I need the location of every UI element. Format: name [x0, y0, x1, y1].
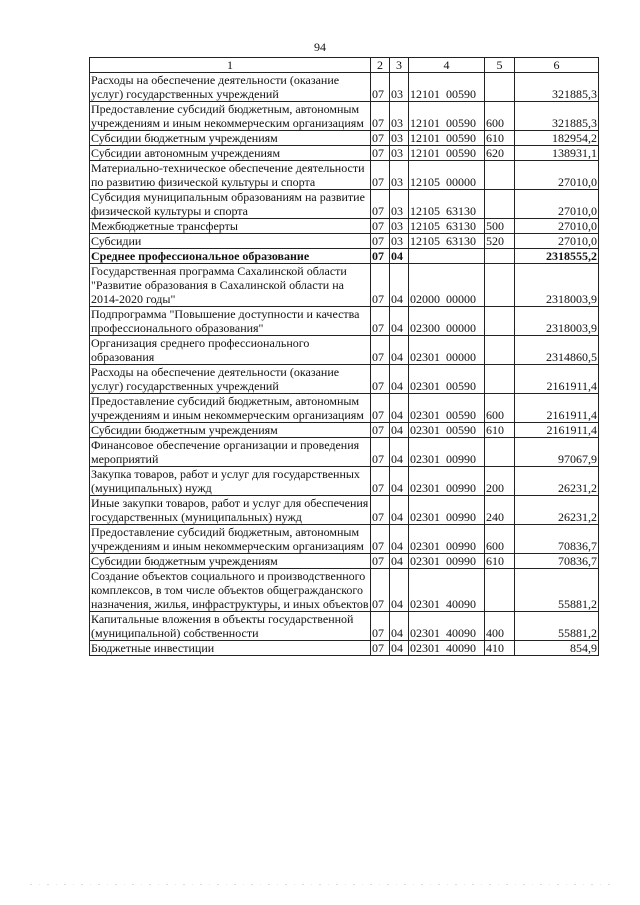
table-row [90, 336, 599, 365]
row-amount-cell: 2314860,5 [515, 336, 599, 365]
row-target-article-cell: 02301 00590 [409, 394, 485, 423]
row-section-cell: 07 [371, 336, 390, 365]
row-subsection-cell: 04 [390, 365, 409, 394]
table-row [90, 612, 599, 641]
row-target-article-cell: 12105 63130 [409, 190, 485, 219]
row-name-cell: Материально-техническое обеспечение деятельности по развитию физической культуры и спорта [90, 161, 371, 190]
row-name-cell: Создание объектов социального и производственного комплексов, в том числе объектов общегражданского назначения, жилья, инфраструктуры, и иных объектов [91, 569, 369, 611]
table-row [90, 641, 599, 656]
row-target-article-cell: 02301 00990 [409, 496, 485, 525]
row-expense-type-cell: 600 [485, 394, 515, 423]
row-section-cell: 07 [371, 525, 390, 554]
row-amount-cell: 182954,2 [515, 131, 599, 146]
row-target-article-cell: 02301 40090 [409, 569, 485, 612]
column-header-amount: 6 [515, 58, 599, 73]
table-row [90, 365, 599, 394]
row-section-cell: 07 [371, 249, 390, 264]
row-target-article-cell: 02301 00990 [409, 467, 485, 496]
table-row [90, 423, 599, 438]
row-target-article-cell: 02301 00990 [409, 554, 485, 569]
row-amount-cell: 27010,0 [515, 190, 599, 219]
table-row [90, 190, 599, 219]
row-name-cell: Субсидии бюджетным учреждениям [90, 131, 371, 146]
row-subsection-cell: 03 [390, 102, 409, 131]
row-subsection-cell: 03 [390, 234, 409, 249]
row-amount-cell: 55881,2 [515, 569, 599, 612]
row-subsection-cell: 04 [390, 641, 409, 656]
row-section-cell: 07 [371, 161, 390, 190]
table-row [90, 496, 599, 525]
row-subsection-cell: 04 [390, 394, 409, 423]
row-target-article-cell: 12105 00000 [409, 161, 485, 190]
row-target-article-cell [409, 249, 485, 264]
table-row [90, 307, 599, 336]
row-name-cell: Предоставление субсидий бюджетным, автономным учреждениям и иным некоммерческим организациям [90, 525, 371, 554]
row-name-cell: Предоставление субсидий бюджетным, автономным учреждениям и иным некоммерческим организациям [90, 394, 371, 423]
row-expense-type-cell: 610 [485, 423, 515, 438]
row-expense-type-cell: 600 [485, 102, 515, 131]
column-header-section: 2 [371, 58, 390, 73]
row-amount-cell: 27010,0 [515, 161, 599, 190]
row-name-cell: Субсидии [90, 234, 371, 249]
row-name-cell: Среднее профессиональное образование [90, 249, 371, 264]
column-header-target-article: 4 [409, 58, 485, 73]
row-target-article-cell: 02301 00590 [409, 365, 485, 394]
row-target-article-cell: 02301 40090 [409, 612, 485, 641]
row-expense-type-cell [485, 336, 515, 365]
row-amount-cell: 854,9 [515, 641, 599, 656]
table-row [90, 234, 599, 249]
table-row [90, 249, 599, 264]
row-section-cell: 07 [371, 554, 390, 569]
row-expense-type-cell [485, 190, 515, 219]
row-name-cell: Расходы на обеспечение деятельности (оказание услуг) государственных учреждений [90, 73, 371, 102]
column-header-subsection: 3 [390, 58, 409, 73]
row-target-article-cell: 12101 00590 [409, 131, 485, 146]
row-subsection-cell: 04 [390, 249, 409, 264]
row-name-cell: Иные закупки товаров, работ и услуг для обеспечения государственных (муниципальных) нужд [90, 496, 371, 525]
row-section-cell: 07 [371, 102, 390, 131]
row-subsection-cell: 04 [390, 496, 409, 525]
row-target-article-cell: 02301 00990 [409, 438, 485, 467]
row-name-cell: Организация среднего профессионального образования [90, 336, 371, 365]
row-name-cell: Субсидии бюджетным учреждениям [90, 423, 371, 438]
row-subsection-cell: 03 [390, 131, 409, 146]
row-name-cell: Финансовое обеспечение организации и проведения мероприятий [90, 438, 371, 467]
row-section-cell: 07 [371, 438, 390, 467]
row-expense-type-cell: 610 [485, 131, 515, 146]
row-amount-cell: 2161911,4 [515, 365, 599, 394]
row-target-article-cell: 12101 00590 [409, 73, 485, 102]
row-amount-cell: 70836,7 [515, 525, 599, 554]
row-subsection-cell: 04 [390, 307, 409, 336]
row-section-cell: 07 [371, 131, 390, 146]
row-target-article-cell: 12105 63130 [409, 234, 485, 249]
row-amount-cell: 2318003,9 [515, 307, 599, 336]
row-section-cell: 07 [371, 307, 390, 336]
row-section-cell: 07 [371, 612, 390, 641]
row-target-article-cell: 02000 00000 [409, 264, 485, 307]
table-row [90, 467, 599, 496]
row-amount-cell: 26231,2 [515, 496, 599, 525]
row-section-cell: 07 [371, 219, 390, 234]
row-target-article-cell: 12101 00590 [409, 102, 485, 131]
row-amount-cell: 2161911,4 [515, 394, 599, 423]
row-expense-type-cell: 500 [485, 219, 515, 234]
row-subsection-cell: 03 [390, 161, 409, 190]
row-expense-type-cell: 410 [485, 641, 515, 656]
row-expense-type-cell [485, 161, 515, 190]
row-section-cell: 07 [371, 569, 390, 612]
row-section-cell: 07 [371, 234, 390, 249]
table-row [90, 102, 599, 131]
row-subsection-cell: 04 [390, 569, 409, 612]
row-name-cell: Межбюджетные трансферты [90, 219, 371, 234]
row-section-cell: 07 [371, 423, 390, 438]
row-expense-type-cell [485, 569, 515, 612]
row-name-cell: Предоставление субсидий бюджетным, автономным учреждениям и иным некоммерческим организациям [90, 102, 371, 131]
budget-table [89, 57, 599, 656]
column-header-name: 1 [90, 58, 371, 73]
row-section-cell: 07 [371, 365, 390, 394]
row-name-cell: Субсидия муниципальным образованиям на развитие физической культуры и спорта [90, 190, 371, 219]
row-amount-cell: 27010,0 [515, 234, 599, 249]
row-amount-cell: 2318555,2 [515, 249, 599, 264]
row-target-article-cell: 02301 00000 [409, 336, 485, 365]
row-expense-type-cell [485, 307, 515, 336]
row-subsection-cell: 04 [390, 554, 409, 569]
row-target-article-cell: 02300 00000 [409, 307, 485, 336]
table-header-row [90, 58, 599, 73]
row-section-cell: 07 [371, 394, 390, 423]
table-row [90, 73, 599, 102]
row-target-article-cell: 02301 00990 [409, 525, 485, 554]
row-name-cell: Субсидии бюджетным учреждениям [90, 554, 371, 569]
row-expense-type-cell: 200 [485, 467, 515, 496]
row-target-article-cell: 02301 00590 [409, 423, 485, 438]
table-row [90, 394, 599, 423]
row-amount-cell: 2161911,4 [515, 423, 599, 438]
table-row [90, 554, 599, 569]
row-amount-cell: 27010,0 [515, 219, 599, 234]
row-subsection-cell: 04 [390, 438, 409, 467]
row-name-cell: Капитальные вложения в объекты государственной (муниципальной) собственности [90, 612, 371, 641]
row-subsection-cell: 03 [390, 146, 409, 161]
scan-noise [30, 884, 610, 885]
row-subsection-cell: 04 [390, 612, 409, 641]
row-subsection-cell: 04 [390, 423, 409, 438]
row-name-cell: Государственная программа Сахалинской области "Развитие образования в Сахалинской области на 2014-2020 годы" [90, 264, 371, 307]
row-target-article-cell: 12101 00590 [409, 146, 485, 161]
row-subsection-cell: 03 [390, 73, 409, 102]
row-expense-type-cell: 600 [485, 525, 515, 554]
row-expense-type-cell: 240 [485, 496, 515, 525]
table-row [90, 131, 599, 146]
row-expense-type-cell [485, 264, 515, 307]
row-name-cell: Расходы на обеспечение деятельности (оказание услуг) государственных учреждений [90, 365, 371, 394]
table-row [90, 264, 599, 307]
row-section-cell: 07 [371, 264, 390, 307]
row-target-article-cell: 02301 40090 [409, 641, 485, 656]
row-amount-cell: 138931,1 [515, 146, 599, 161]
row-target-article-cell: 12105 63130 [409, 219, 485, 234]
table-body [90, 73, 599, 656]
table-row [90, 525, 599, 554]
table-row [90, 569, 599, 612]
table-row [90, 161, 599, 190]
row-expense-type-cell [485, 365, 515, 394]
row-amount-cell: 321885,3 [515, 73, 599, 102]
row-name-cell: Подпрограмма "Повышение доступности и качества профессионального образования" [90, 307, 371, 336]
row-expense-type-cell: 400 [485, 612, 515, 641]
row-section-cell: 07 [371, 467, 390, 496]
row-section-cell: 07 [371, 641, 390, 656]
row-subsection-cell: 03 [390, 219, 409, 234]
row-expense-type-cell: 610 [485, 554, 515, 569]
row-subsection-cell: 04 [390, 336, 409, 365]
row-section-cell: 07 [371, 190, 390, 219]
page-number: 94 [314, 40, 326, 54]
row-expense-type-cell [485, 73, 515, 102]
row-name-cell: Бюджетные инвестиции [90, 641, 371, 656]
column-header-expense-type: 5 [485, 58, 515, 73]
row-section-cell: 07 [371, 146, 390, 161]
row-expense-type-cell: 520 [485, 234, 515, 249]
row-subsection-cell: 04 [390, 264, 409, 307]
row-amount-cell: 55881,2 [515, 612, 599, 641]
table-row [90, 146, 599, 161]
row-section-cell: 07 [371, 496, 390, 525]
row-expense-type-cell [485, 249, 515, 264]
row-amount-cell: 26231,2 [515, 467, 599, 496]
row-expense-type-cell [485, 438, 515, 467]
row-subsection-cell: 04 [390, 525, 409, 554]
row-name-cell: Субсидии автономным учреждениям [90, 146, 371, 161]
row-amount-cell: 70836,7 [515, 554, 599, 569]
table-row [90, 219, 599, 234]
row-section-cell: 07 [371, 73, 390, 102]
row-amount-cell: 321885,3 [515, 102, 599, 131]
row-expense-type-cell: 620 [485, 146, 515, 161]
row-name-cell: Закупка товаров, работ и услуг для государственных (муниципальных) нужд [90, 467, 371, 496]
row-amount-cell: 97067,9 [515, 438, 599, 467]
table-row [90, 438, 599, 467]
row-amount-cell: 2318003,9 [515, 264, 599, 307]
row-subsection-cell: 04 [390, 467, 409, 496]
row-subsection-cell: 03 [390, 190, 409, 219]
